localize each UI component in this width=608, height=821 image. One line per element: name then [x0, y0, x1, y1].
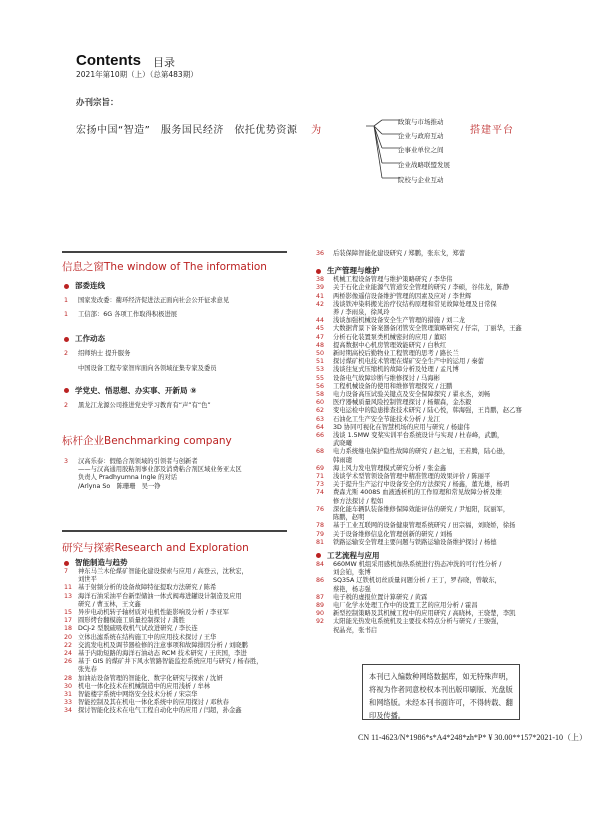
- list-item[interactable]: 84 660MW 机组采用感机加热系统进行热态冲洗的可行性分析 /: [316, 560, 502, 568]
- list-item[interactable]: 20 立体出滤系统在结构施工中的应用技术探讨 / 王华: [64, 633, 217, 641]
- list-item[interactable]: 28 加油站设备管理的智能化、数字化研究与探索 / 沈妍: [64, 674, 223, 682]
- research-items: [64, 568, 289, 716]
- list-item: /Arlyna So 陈珊珊 吴一铮: [78, 482, 161, 490]
- section-title-benchmark: 标杆企业Benchmarking company: [62, 435, 232, 447]
- list-item[interactable]: 2 绍师纳士 提升服务: [64, 350, 131, 358]
- branch-item: 政策与市场推动: [398, 118, 444, 126]
- branch-item: 企事业单位之间: [398, 146, 444, 154]
- group-head: 智能制造与趋势: [64, 557, 289, 568]
- list-item[interactable]: 30 机电一体化技术在机械制造中的应用浅析 / 牟林: [64, 682, 211, 690]
- issue-info: 2021年第10期（上）（总第483期）: [76, 70, 198, 79]
- list-item[interactable]: 蔡艳，杨志强: [333, 585, 371, 593]
- list-item[interactable]: 陈鹏，赵明: [333, 514, 365, 522]
- list-item[interactable]: 76 深化能车辆队装备维修保障效能评估的研究 / 尹旭阳，阮丽军，: [316, 505, 510, 513]
- list-item[interactable]: 38 机械工程设备管理与维护策略研究 / 李华伟: [316, 276, 453, 284]
- section-info-list: [64, 280, 289, 410]
- list-item[interactable]: 31 智能楼宇系统中网络安全技术分析 / 宋宗华: [64, 691, 198, 699]
- section-title-info: 信息之窗The window of The information: [62, 261, 267, 273]
- list-item[interactable]: 2 黑龙江龙源公司推进党史学习教育有“声”有“色”: [64, 401, 211, 409]
- bullet-icon: [64, 388, 69, 393]
- list-item[interactable]: 1 工信部：6G 各项工作取得积极进展: [64, 311, 178, 319]
- list-item[interactable]: 86 SQ35A 辽铁机切丝质量问题分析 / 王丁，罗春晓，曾敏东，: [316, 577, 501, 585]
- list-item[interactable]: 74 费森尤斯 4008S 血液透析机的工作原理和常见故障分析及维: [316, 489, 502, 497]
- list-item[interactable]: 90 新型控制策略及其机械工程中的应用研究 / 高晓林，王骁楚，李凯: [316, 610, 516, 618]
- purpose-main: 宏扬中国“智造” 服务国民经济 依托优势资源: [76, 125, 298, 136]
- list-item[interactable]: 7 神东马兰木伦煤矿智能化建设探索与应用 / 高登云，沈秋宏，: [64, 568, 248, 575]
- purpose-statement: [76, 121, 322, 136]
- right-column-list: [316, 250, 586, 635]
- list-item[interactable]: 15 异步电动机转子轴材质对电机性能影响及分析 / 李亚军: [64, 609, 229, 617]
- list-item[interactable]: 36 后装保障智能化建设研究 / 郑鹏，张东戈，郑蕾: [316, 250, 466, 257]
- purpose-wei: 为: [311, 125, 322, 136]
- list-item[interactable]: 41 两桥影像遥信设备维护管理的因素及应对 / 李世辉: [316, 292, 472, 300]
- list-item[interactable]: 51 探讨煤矿机电技术管理在煤矿安全生产中的运用 / 秦蕾: [316, 358, 484, 366]
- list-item[interactable]: 45 大数据背景下备案器备闭管安全管理策略研究 / 仔宗，丁丽华，王鑫: [316, 325, 522, 333]
- list-item[interactable]: 81 铁路运输安全管理主要问题与铁路运输设备维护探讨 / 杨德: [316, 538, 497, 546]
- list-item[interactable]: 69 海上风力发电管理模式研究分析 / 张金鑫: [316, 464, 447, 472]
- purpose-goal: 搭建平台: [470, 125, 514, 136]
- list-item[interactable]: 武晓曦: [333, 440, 352, 448]
- copyright-notice: 本刊已入编数种网络数据库，如无特殊声明，将视为作者同意校权本刊出版印刷版、光盘版和网络版。未经本刊书面许可，不得转载、翻印及传播。: [362, 664, 520, 720]
- section-title-research: 研究与探索Research and Exploration: [62, 542, 249, 554]
- production-items: [316, 276, 586, 547]
- list-item[interactable]: 73 关于提升生产运行中设备安全的方法探究 / 杨鑫，董光雄，杨玥: [316, 481, 510, 489]
- list-item[interactable]: 56 工程机械设备的使用和维修管理探究 / 汪鹏: [316, 382, 453, 390]
- list-item[interactable]: 63 石油化工生产安全节能技术分析 / 龙江: [316, 415, 440, 423]
- page-title-cn: 目录: [153, 56, 175, 69]
- list-item[interactable]: 13 海洋石油采油平台新型储油一体式阀毒进罐设计制造及应用: [64, 592, 242, 600]
- list-item[interactable]: 71 浅谈学术型管领设备管理中精准管理的效果评价 / 陈丽平: [316, 473, 491, 481]
- list-item[interactable]: 68 电力系统继电保护隐性故障的研究 / 赵之旭，王若腾，陆心逊，: [316, 448, 510, 456]
- section-benchmark-list: [64, 458, 289, 491]
- page-title: Contents: [76, 52, 141, 69]
- bullet-icon: [64, 284, 69, 289]
- list-item[interactable]: 18 DCJ-2 型脱硫吸收机气试改进研究 / 李长连: [64, 625, 198, 633]
- group-head: 工艺流程与应用: [316, 550, 586, 561]
- list-item[interactable]: 62 变电运检中的隐患排查技术研究 / 陆心悦，韩海强，王肖鹏，赵乙骞: [316, 407, 522, 415]
- list-item[interactable]: 55 设备电气故障诊断与维修探讨 / 马海彬: [316, 374, 440, 382]
- list-item[interactable]: 87 电子税的虚报位置计算研究 / 黄霖: [316, 593, 428, 601]
- list-item[interactable]: 研究 / 曹玉林，王文鑫: [78, 600, 141, 608]
- section-research-list: [64, 557, 289, 716]
- list-item[interactable]: 祝晶亮，张书启: [333, 626, 378, 634]
- list-item[interactable]: 26 基于 GIS 的煤矿井下风水管路智能监控系统应用与研究 / 杨春胜，: [64, 658, 263, 666]
- list-item[interactable]: 53 浅谈往复式压缩机的故障分析及处理 / 孟凡博: [316, 366, 459, 374]
- footer-code: CN 11-4623/N*1986*s*A4*248*zh*P* ¥ 30.00**157*2021-10（上）: [358, 733, 588, 742]
- group-head: 部委连线: [64, 280, 289, 291]
- list-item[interactable]: 39 关于石化企业能源气管道安全管理的研究 / 李硕，谷伟龙，陈静: [316, 284, 510, 292]
- branch-item: 院校与企业互动: [398, 176, 444, 184]
- list-item[interactable]: 24 基于内助短路的海洋石油动态 RCM 技术研究 / 王庆国，李进: [64, 650, 247, 658]
- list-item: ——与汉高通用胶粘剂事业部及消费粘合剂区域业务亚太区: [78, 466, 242, 474]
- list-item: 负责人 Pradhyumna Ingle 的对话: [78, 474, 178, 482]
- list-item[interactable]: 48 提高数据中心机房管理效能研究 / 白秋红: [316, 341, 447, 349]
- list-item[interactable]: 22 交流发电机及调节器检修的注意事项和故障排因分析 / 刘晓鹏: [64, 641, 248, 649]
- list-item[interactable]: 79 关于设备维修信息化管理创新的研究 / 刘杨: [316, 530, 453, 538]
- branch-item: 企业与政府互动: [398, 132, 444, 140]
- bullet-icon: [316, 269, 321, 274]
- bullet-icon: [64, 337, 69, 342]
- group-head: 学党史、悟思想、办实事、开新局 ⑨: [64, 385, 289, 396]
- list-item[interactable]: 42 浅谈铁冲染料搬光治疗仪结构原理和常见故障处理及日常保: [316, 300, 497, 308]
- list-item[interactable]: 78 基于工业互联网的设备健康管理系统研究 / 田宗福，刘晓娇，徐扬: [316, 522, 516, 530]
- list-item[interactable]: 58 电力设备高压试验关键点及安全保障探究 / 翟永杰，刘畅: [316, 391, 491, 399]
- list-item[interactable]: 17 圆形烤台翻模施工质量控制探讨 / 龚胜: [64, 617, 185, 625]
- bullet-icon: [316, 553, 321, 558]
- branch-item: 企业战略联盟发展: [398, 161, 450, 169]
- list-item[interactable]: 92 太阳能光热发电系统机及主要技术特点分析与研究 / 王骏强，: [316, 618, 503, 626]
- list-item[interactable]: 修方法探讨 / 程如: [333, 497, 384, 505]
- list-item[interactable]: 44 浅谈加强机械设备安全生产管理的措施 / 刘二龙: [316, 317, 466, 325]
- list-item[interactable]: 张先春: [78, 666, 97, 674]
- bullet-icon: [64, 561, 69, 566]
- group-head: 生产管理与维护: [316, 265, 586, 276]
- list-item[interactable]: 1 国家发改委：衢环经济促进法正面向社会公开征求意见: [64, 297, 230, 304]
- list-item[interactable]: 11 基于射频分析的设备故障特征提取方法研究 / 陈希: [64, 584, 217, 592]
- list-item[interactable]: 47 分析石化装置泵类机械密封的应用 / 董昭: [316, 333, 447, 341]
- list-item[interactable]: 34 探讨智能化技术在电气工程自动化中的应用 / 闫超，孙金鑫: [64, 707, 242, 715]
- list-item[interactable]: 中国设备工程专家智库面向各领域征集专家及委员: [78, 364, 217, 372]
- purpose-label: 办刊宗旨：: [76, 98, 119, 108]
- list-item[interactable]: 3 汉高乐泰：假船合剂领域的引领者与创新者: [64, 458, 198, 465]
- list-item[interactable]: 33 智能控制及其在机电一体化系统中的应用探讨 / 邓秋春: [64, 699, 229, 707]
- list-item[interactable]: 89 电厂化学水处理工作中的设置工艺的应用分析 / 霍昌: [316, 601, 478, 609]
- list-item[interactable]: 64 3D 协同可视化在智慧机场的应用与研究 / 杨建伟: [316, 423, 470, 431]
- list-item[interactable]: 刘会铂，张博: [333, 569, 371, 577]
- list-item[interactable]: 刘世平: [78, 576, 97, 584]
- list-item[interactable]: 韩雨璁: [333, 456, 352, 464]
- section-rule: [62, 530, 287, 532]
- list-item[interactable]: 66 浅谈 1.5MW 变桨实训平台系统设计与实现 / 杜春峰，武鹏，: [316, 432, 504, 440]
- section-rule: [62, 251, 287, 253]
- group-head: 工作动态: [64, 333, 289, 344]
- list-item[interactable]: 50 新时期高校后勤物业工程管理的思考 / 路长兰: [316, 350, 459, 358]
- process-items: [316, 561, 586, 635]
- list-item[interactable]: 60 医疗器械质量风险控制管理探讨 / 杨耀森，金杰毅: [316, 399, 472, 407]
- list-item[interactable]: 养 / 李雨泉，徐风玲: [333, 309, 390, 317]
